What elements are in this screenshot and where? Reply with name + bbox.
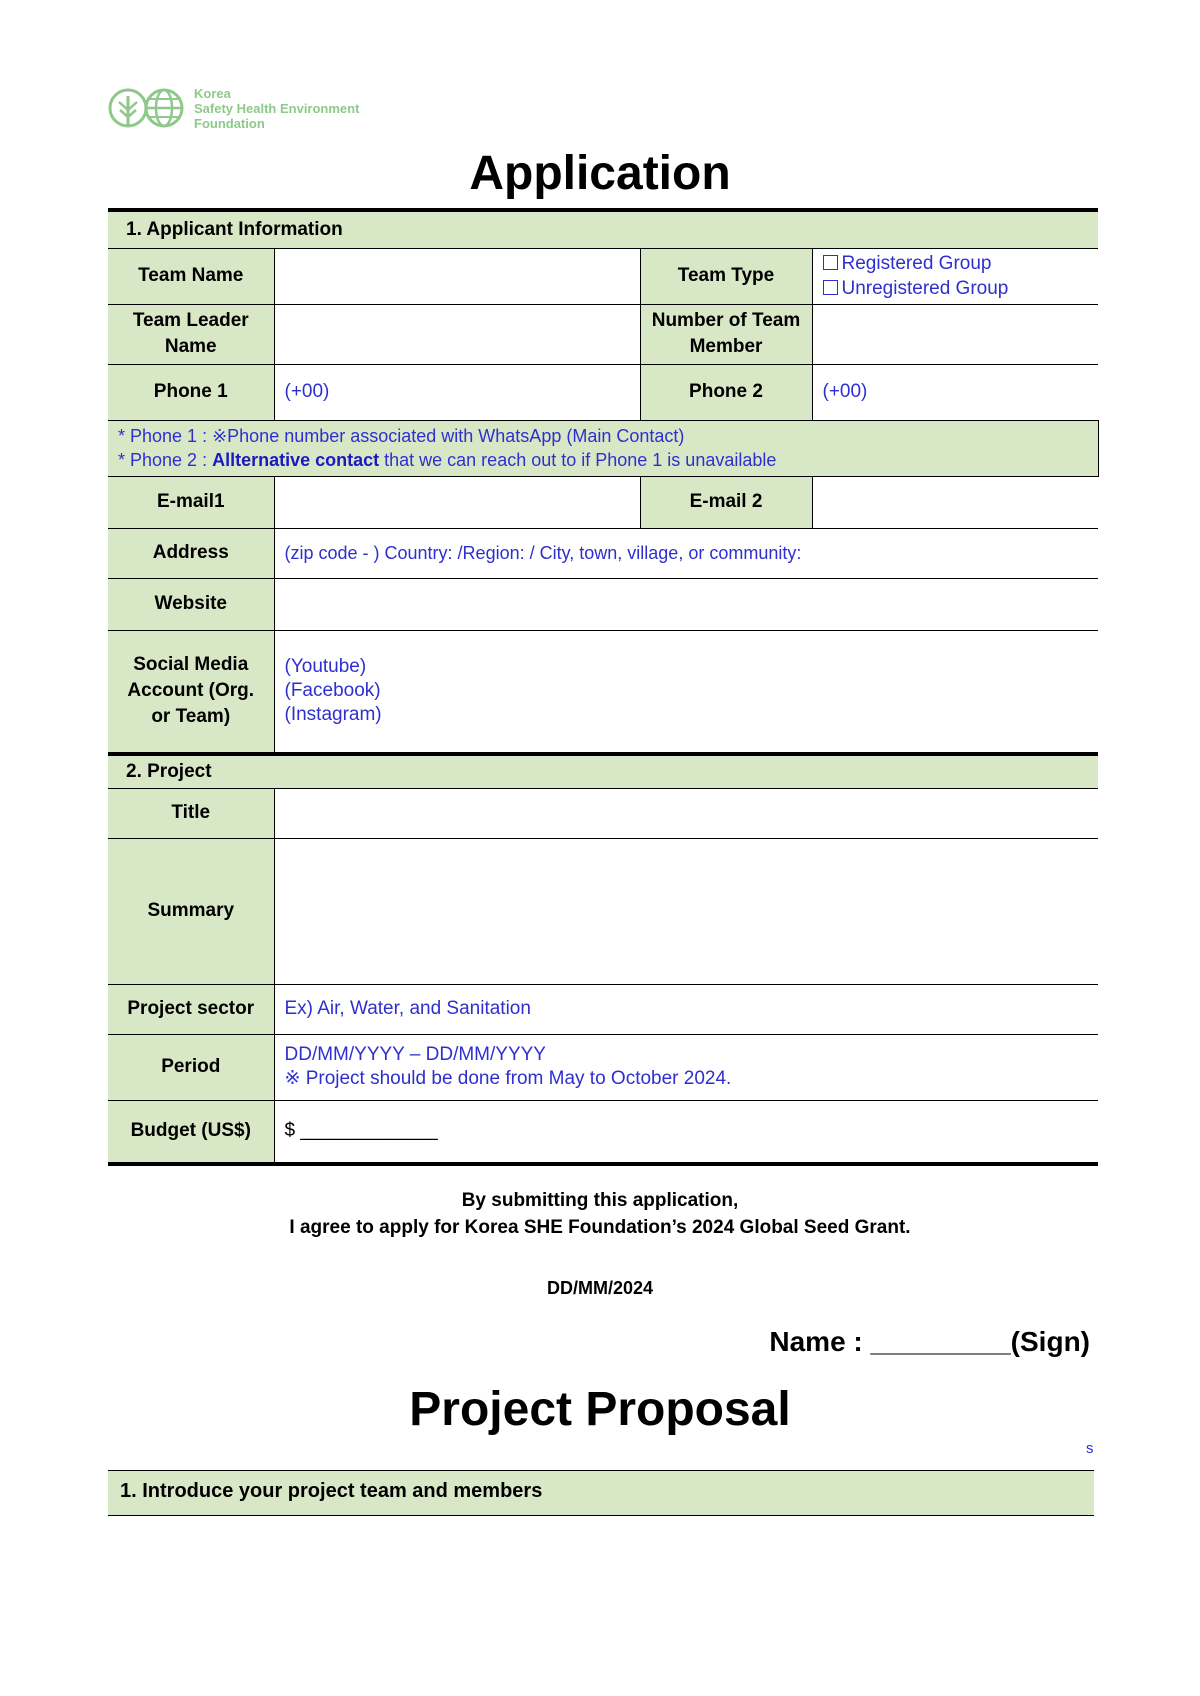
team-leader-label: Team Leader Name [108, 304, 274, 364]
email2-label: E-mail 2 [640, 476, 812, 528]
phone-note [108, 420, 1098, 476]
phone1-note: * Phone 1 : ※Phone number associated with WhatsApp (Main Contact) [118, 426, 685, 446]
phone2-note-prefix: * Phone 2 : [118, 450, 213, 470]
youtube-entry: (Youtube) [284, 656, 367, 677]
phone2-note [118, 448, 1088, 472]
phone2-note-suffix: that we can reach out to if Phone 1 is unavailable [379, 450, 777, 470]
period-label: Period [108, 1034, 274, 1100]
registered-option[interactable] [823, 251, 1089, 276]
website-label: Website [108, 578, 274, 630]
signature-line[interactable]: Name : _________(Sign) [769, 1326, 1090, 1357]
team-name-field[interactable] [274, 248, 640, 304]
logo-line-2: Safety Health Environment [194, 101, 360, 116]
logo-line-1: Korea [194, 86, 231, 101]
phone2-field[interactable]: (+00) [812, 364, 1098, 420]
section-applicant-heading: 1. Applicant Information [108, 210, 1098, 248]
team-members-field[interactable] [812, 304, 1098, 364]
checkbox-icon[interactable] [823, 280, 838, 295]
proposal-section-heading: 1. Introduce your project team and members [108, 1470, 1094, 1516]
applicant-info-table [108, 208, 1099, 753]
project-sector-field[interactable]: Ex) Air, Water, and Sanitation [274, 984, 1098, 1034]
team-type-label: Team Type [640, 248, 812, 304]
budget-field[interactable]: $ _____________ [274, 1100, 1098, 1164]
phone2-note-bold: Allternative contact [212, 450, 380, 470]
team-leader-field[interactable] [274, 304, 640, 364]
period-note: ※ Project should be done from May to October 2024. [284, 1068, 732, 1089]
proposal-title: Project Proposal [409, 1383, 791, 1436]
social-media-field[interactable] [274, 630, 1098, 752]
unregistered-option-label: Unregistered Group [841, 278, 1009, 299]
phone1-label: Phone 1 [108, 364, 274, 420]
project-title-label: Title [108, 788, 274, 838]
proposal-mark: s [1086, 1440, 1094, 1457]
facebook-entry: (Facebook) [284, 680, 381, 701]
agreement-line-1: By submitting this application, [461, 1190, 739, 1211]
summary-label: Summary [108, 838, 274, 984]
address-field[interactable]: (zip code - ) Country: /Region: / City, town, village, or community: [274, 528, 1098, 578]
logo-text [194, 86, 394, 131]
agreement-date: DD/MM/2024 [546, 1278, 654, 1298]
website-field[interactable] [274, 578, 1098, 630]
agreement-line-2: I agree to apply for Korea SHE Foundation’s 2024 Global Seed Grant. [289, 1217, 911, 1238]
registered-option-label: Registered Group [841, 253, 992, 274]
budget-label: Budget (US$) [108, 1100, 274, 1164]
project-title-field[interactable] [274, 788, 1098, 838]
phone2-label: Phone 2 [640, 364, 812, 420]
email2-field[interactable] [812, 476, 1098, 528]
section-project-heading: 2. Project [108, 754, 1098, 788]
address-label: Address [108, 528, 274, 578]
logo-line-3: Foundation [194, 116, 265, 131]
team-members-label: Number of Team Member [640, 304, 812, 364]
summary-field[interactable] [274, 838, 1098, 984]
email1-field[interactable] [274, 476, 640, 528]
team-type-field [812, 248, 1098, 304]
page-title: Application [469, 147, 731, 200]
foundation-logo [108, 84, 360, 132]
phone1-field[interactable]: (+00) [274, 364, 640, 420]
team-name-label: Team Name [108, 248, 274, 304]
period-value: DD/MM/YYYY – DD/MM/YYYY [284, 1044, 546, 1065]
period-field[interactable] [274, 1034, 1098, 1100]
unregistered-option[interactable] [823, 276, 1089, 301]
checkbox-icon[interactable] [823, 255, 838, 270]
email1-label: E-mail1 [108, 476, 274, 528]
project-sector-label: Project sector [108, 984, 274, 1034]
project-table [108, 752, 1098, 1166]
instagram-entry: (Instagram) [284, 704, 382, 725]
foundation-logo-icon [108, 84, 188, 132]
social-media-label: Social Media Account (Org. or Team) [108, 630, 274, 752]
